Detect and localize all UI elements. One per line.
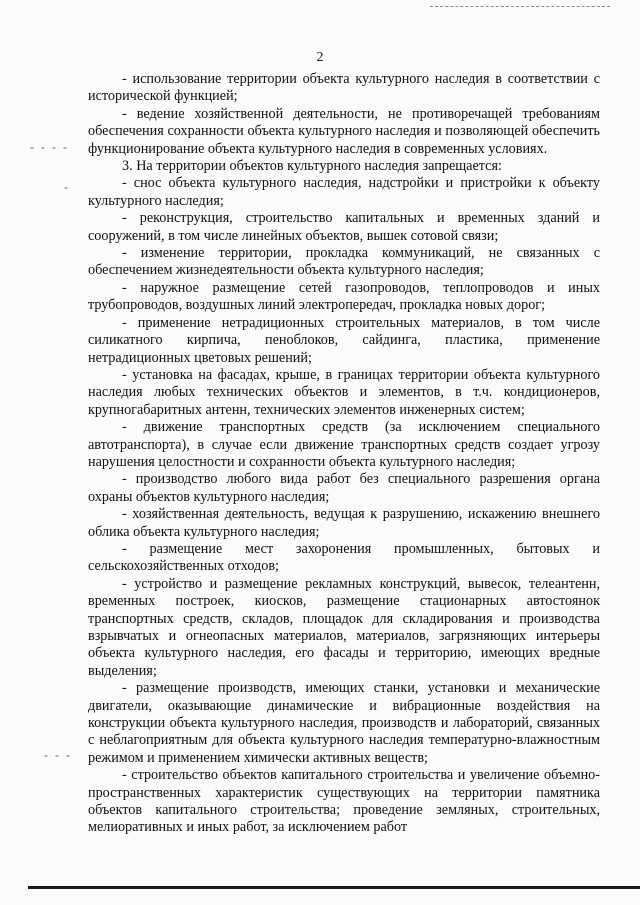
list-item-territory-change: - изменение территории, прокладка коммуникаций, не связанных с обеспечением жизнедеятельности объекта культурного наследия; xyxy=(88,245,600,279)
scan-artifact-dashes: - - - xyxy=(44,748,72,762)
scan-bottom-edge xyxy=(28,886,640,889)
list-item-production: - размещение производств, имеющих станки, установки и механические двигатели, оказывающие динамические и вибрационные воздействия на конструкции объекта культурного наследия, производств и лабораторий, связанных с неблагоприятным для объекта культурного наследия температурно-влажностным режимом и применением химически активных веществ; xyxy=(88,680,600,766)
scan-artifact-line xyxy=(430,6,610,8)
section-3-heading: 3. На территории объектов культурного наследия запрещается: xyxy=(122,158,502,175)
list-item-waste-burial: - размещение мест захоронения промышленных, бытовых и сельскохозяйственных отходов; xyxy=(88,540,600,575)
document-body xyxy=(88,71,600,837)
scan-artifact-dashes: - xyxy=(64,180,70,194)
list-item-materials: - применение нетрадиционных строительных материалов, в том числе силикатного кирпича, пеноблоков, сайдинга, пластика, применение нетрадиционных цветовых решений; xyxy=(88,314,600,366)
list-item-historical-use: - использование территории объекта культурного наследия в соответствии с исторической функцией; xyxy=(88,71,600,105)
list-item-unauthorized-works: - производство любого вида работ без специального разрешения органа охраны объектов культурного наследия; xyxy=(88,471,600,505)
list-item-advertising: - устройство и размещение рекламных конструкций, вывесок, телеантенн, временных построек, киосков, размещение стационарных автостоянок транспортных средств, складов, площадок для складирования и производства взрывчатых и огнеопасных материалов, материалов, загрязняющих интерьеры объекта культурного наследия, его фасады и территорию, имеющих вредные выделения; xyxy=(88,575,600,679)
list-item-demolition: - снос объекта культурного наследия, надстройки и пристройки к объекту культурного наследия; xyxy=(88,175,600,209)
list-item-capital-construction: - строительство объектов капитального строительства и увеличение объемно-пространственных характеристик существующих на территории памятника объектов капитального строительства; проведение земляных, строительных, мелиоративных и иных работ, за исключением работ xyxy=(88,767,600,836)
list-item-economic-activity: - ведение хозяйственной деятельности, не противоречащей требованиям обеспечения сохранности объекта культурного наследия и позволяющей обеспечить функционирование объекта культурного наследия в современных условиях. xyxy=(88,105,600,157)
scan-artifact-dashes: - - - - xyxy=(30,140,69,154)
list-item-destructive-activity: - хозяйственная деятельность, ведущая к разрушению, искажению внешнего облика объекта культурного наследия; xyxy=(88,506,600,540)
list-item-transport: - движение транспортных средств (за исключением специального автотранспорта), в случае если движение транспортных средств создает угрозу нарушения целостности и сохранности объекта культурного наследия; xyxy=(88,419,600,470)
list-item-facade-equipment: - установка на фасадах, крыше, в границах территории объекта культурного наследия любых технических объектов и элементов, в т.ч. кондиционеров, крупногабаритных антенн, технических элементов инженерных систем; xyxy=(88,366,600,418)
page-number: 2 xyxy=(316,50,324,65)
list-item-reconstruction: - реконструкция, строительство капитальных и временных зданий и сооружений, в том числе линейных объектов, вышек сотовой связи; xyxy=(88,210,600,244)
list-item-networks: - наружное размещение сетей газопроводов, теплопроводов и иных трубопроводов, воздушных линий электропередач, прокладка новых дорог; xyxy=(88,279,600,314)
